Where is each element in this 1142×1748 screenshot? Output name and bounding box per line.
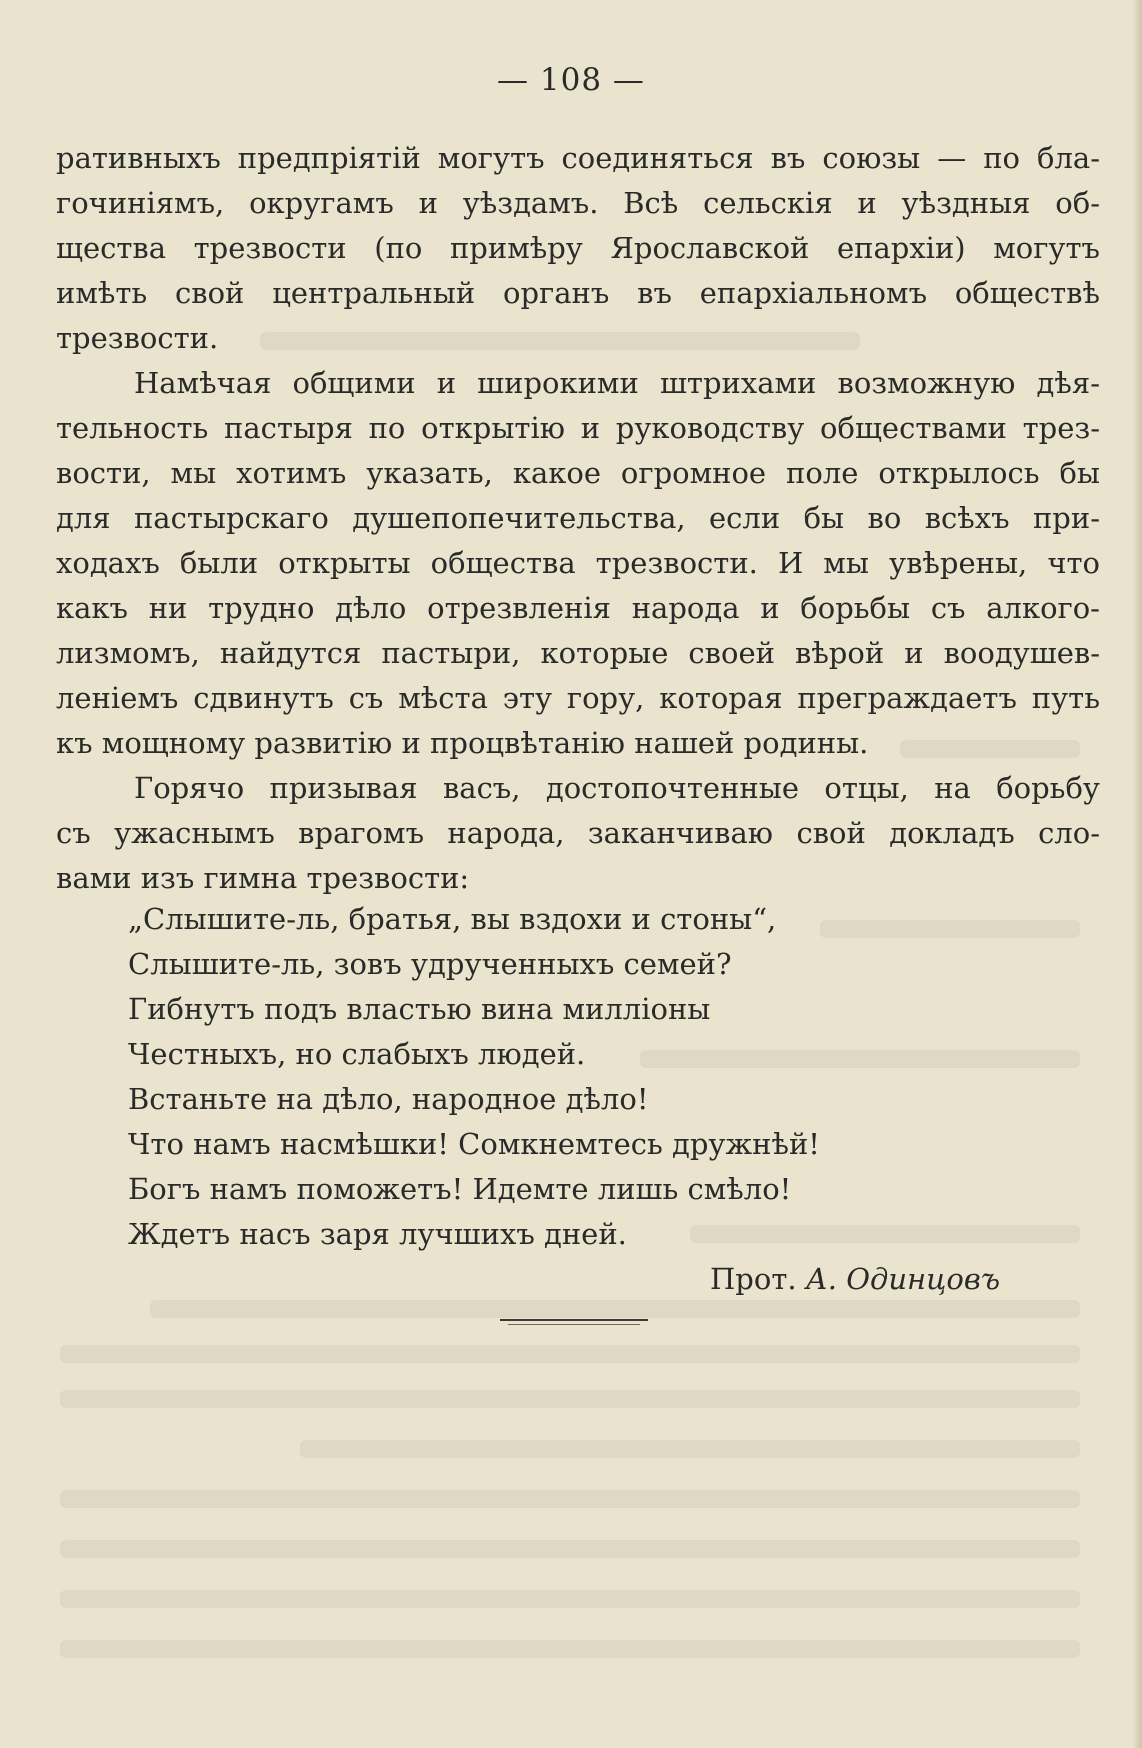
text-line: къ мощному развитію и процвѣтанію нашей родины. [56, 726, 869, 760]
closing-rule [500, 1319, 648, 1321]
text-line: для пастырскаго душепопечительства, если бы во всѣхъ при- [56, 501, 1100, 535]
closing-rule-inner [508, 1324, 640, 1325]
text-line: вости, мы хотимъ указать, какое огромное поле открылось бы [56, 456, 1100, 490]
text-line: Намѣчая общими и широкими штрихами возможную дѣя- [134, 366, 1100, 400]
paragraph-3 [56, 766, 1100, 901]
text-line: ративныхъ предпріятій могутъ соединяться въ союзы — по бла- [56, 141, 1100, 175]
verse-line: Что намъ насмѣшки! Сомкнемтесь дружнѣй! [128, 1127, 820, 1161]
text-line: лизмомъ, найдутся пастыри, которые своей вѣрой и воодушев- [56, 636, 1100, 670]
text-line: Горячо призывая васъ, достопочтенные отцы, на борьбу [134, 771, 1100, 805]
page-number: — 108 — [497, 62, 645, 98]
text-line: какъ ни трудно дѣло отрезвленія народа и борьбы съ алкого- [56, 591, 1100, 625]
text-line: вами изъ гимна трезвости: [56, 861, 470, 895]
text-line: гочиніямъ, округамъ и уѣздамъ. Всѣ сельскія и уѣздныя об- [56, 186, 1100, 220]
verse-line: Слышите-ль, зовъ удрученныхъ семей? [128, 947, 732, 981]
text-line: имѣть свой центральный органъ въ епархіальномъ обществѣ [56, 276, 1100, 310]
text-line: леніемъ сдвинутъ съ мѣста эту гору, которая преграждаетъ путь [56, 681, 1100, 715]
text-line: съ ужаснымъ врагомъ народа, заканчиваю свой докладъ сло- [56, 816, 1100, 850]
verse-line: „Слышите-ль, братья, вы вздохи и стоны“, [128, 902, 777, 936]
hymn-verse [128, 897, 820, 1257]
verse-line: Гибнутъ подъ властью вина милліоны [128, 992, 711, 1026]
signature-title: Прот. [710, 1262, 797, 1296]
main-text [56, 136, 1100, 901]
verse-line: Встаньте на дѣло, народное дѣло! [128, 1082, 649, 1116]
text-line: трезвости. [56, 321, 219, 355]
verse-line: Честныхъ, но слабыхъ людей. [128, 1037, 586, 1071]
verse-line: Ждетъ насъ заря лучшихъ дней. [128, 1217, 627, 1251]
verse-line: Богъ намъ поможетъ! Идемте лишь смѣло! [128, 1172, 792, 1206]
signature-name: А. Одинцовъ [805, 1262, 1001, 1296]
page-edge-shadow [1132, 0, 1142, 1748]
author-signature [710, 1257, 1000, 1302]
text-line: ходахъ были открыты общества трезвости. И мы увѣрены, что [56, 546, 1100, 580]
paragraph-1 [56, 136, 1100, 361]
text-line: щества трезвости (по примѣру Ярославской епархіи) могутъ [56, 231, 1100, 265]
paragraph-2 [56, 361, 1100, 766]
text-line: тельность пастыря по открытію и руководству обществами трез- [56, 411, 1100, 445]
